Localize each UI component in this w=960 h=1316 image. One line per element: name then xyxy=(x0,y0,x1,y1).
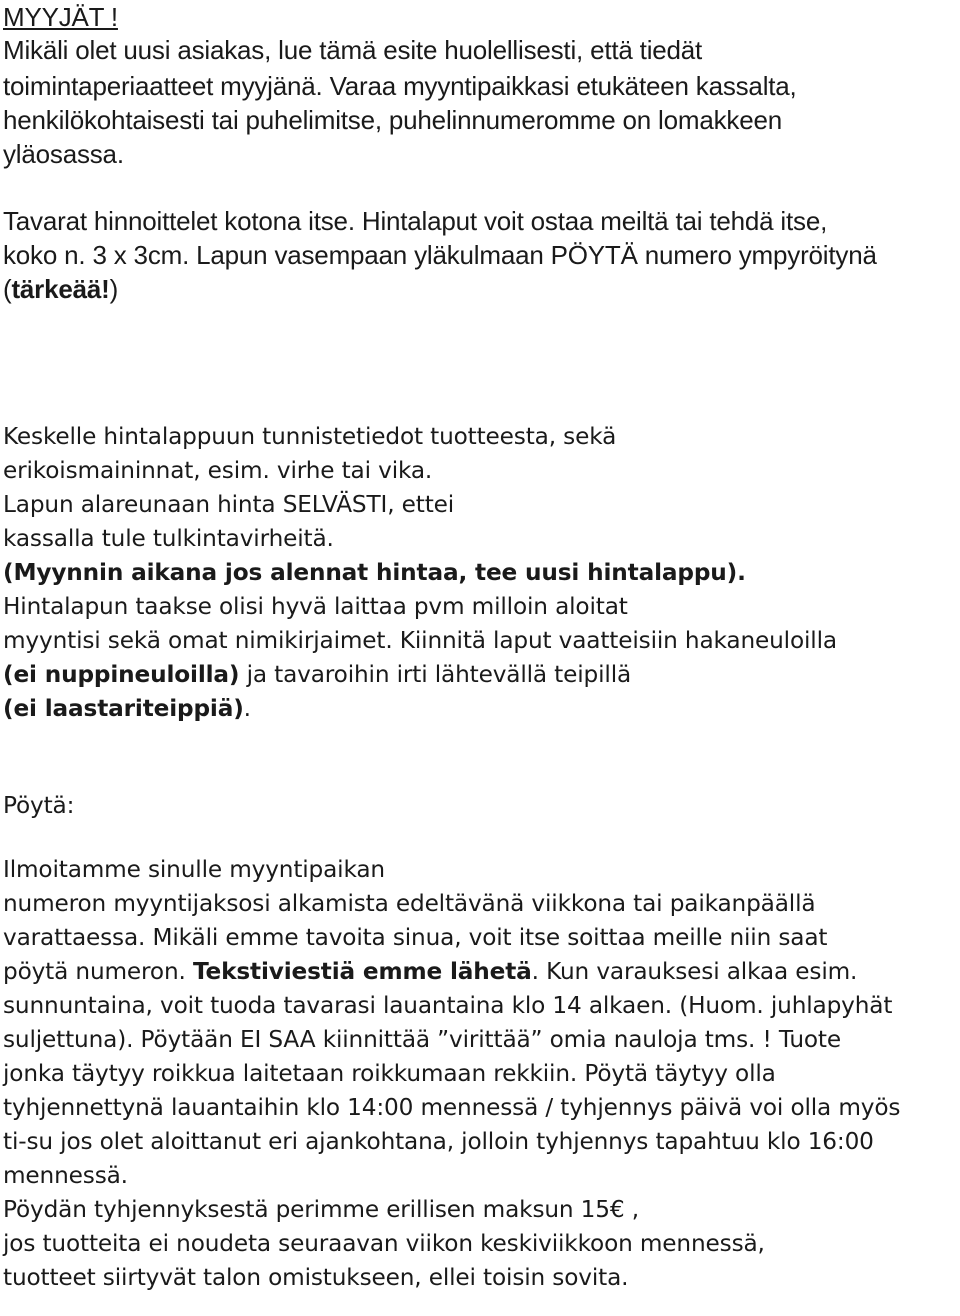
table-line: mennessä. xyxy=(3,1162,128,1189)
pricing-line: Tavarat hinnoittelet kotona itse. Hintalaput voit ostaa meiltä tai tehdä itse, xyxy=(3,206,828,236)
table-heading: Pöytä: xyxy=(3,792,75,819)
period: . xyxy=(243,695,251,722)
intro-line: henkilökohtaisesti tai puhelimitse, puhelinnumeromme on lomakkeen xyxy=(3,105,782,135)
table-line: numeron myyntijaksosi alkamista edeltävänä viikkona tai paikanpäällä xyxy=(3,890,816,917)
intro-paragraph xyxy=(3,33,958,171)
table-line: Ilmoitamme sinulle myyntipaikan xyxy=(3,856,385,883)
label-info-line: Lapun alareunaan hinta SELVÄSTI, ettei xyxy=(3,491,455,518)
document-page xyxy=(3,2,958,1295)
table-line: suljettuna). Pöytään EI SAA kiinnittää ”virittää” omia nauloja tms. ! Tuote xyxy=(3,1026,841,1053)
intro-line: Mikäli olet uusi asiakas, lue tämä esite huolellisesti, että tiedät xyxy=(3,35,703,65)
pricing-line xyxy=(3,272,958,306)
table-line-part: pöytä numeron. xyxy=(3,958,193,985)
label-info-paragraph xyxy=(3,420,958,726)
intro-line: toimintaperiaatteet myyjänä. Varaa myyntipaikkasi etukäteen kassalta, xyxy=(3,71,797,101)
no-pins-note: (ei nuppineuloilla) xyxy=(3,661,240,688)
table-line: tyhjennettynä lauantaihin klo 14:00 mennessä / tyhjennys päivä voi olla myös xyxy=(3,1094,901,1121)
intro-line: yläosassa. xyxy=(3,139,124,169)
label-info-line: kassalla tule tulkintavirheitä. xyxy=(3,525,334,552)
no-sms-note: Tekstiviestiä emme lähetä xyxy=(192,958,532,985)
spacer xyxy=(3,306,958,420)
label-info-line xyxy=(3,658,958,692)
table-line: varattaessa. Mikäli emme tavoita sinua, voit itse soittaa meille niin saat xyxy=(3,924,828,951)
spacer xyxy=(3,171,958,204)
label-info-line: erikoismaininnat, esim. virhe tai vika. xyxy=(3,457,433,484)
spacer xyxy=(3,823,958,853)
table-paragraph xyxy=(3,853,958,1295)
discount-note: (Myynnin aikana jos alennat hintaa, tee uusi hintalappu). xyxy=(3,559,746,586)
spacer xyxy=(3,726,958,789)
label-info-line: Hintalapun taakse olisi hyvä laittaa pvm milloin aloitat xyxy=(3,593,628,620)
pricing-paren-close: ) xyxy=(109,274,119,304)
table-line: ti-su jos olet aloittanut eri ajankohtana, jolloin tyhjennys tapahtuu klo 16:00 xyxy=(3,1128,874,1155)
pricing-paragraph xyxy=(3,204,958,306)
fee-line: Pöydän tyhjennyksestä perimme erillisen maksun 15€ , xyxy=(3,1196,639,1223)
table-line xyxy=(3,955,958,989)
pricing-paren-open: ( xyxy=(3,274,12,304)
label-info-line xyxy=(3,692,958,726)
table-line: sunnuntaina, voit tuoda tavarasi lauantaina klo 14 alkaen. (Huom. juhlapyhät xyxy=(3,992,893,1019)
pricing-line: koko n. 3 x 3cm. Lapun vasempaan yläkulmaan PÖYTÄ numero ympyröitynä xyxy=(3,240,877,270)
pricing-important: tärkeää! xyxy=(11,274,110,304)
no-plaster-note: (ei laastariteippiä) xyxy=(3,695,244,722)
table-line: jonka täytyy roikkua laitetaan roikkumaan rekkiin. Pöytä täytyy olla xyxy=(3,1060,776,1087)
label-info-line: Keskelle hintalappuun tunnistetiedot tuotteesta, sekä xyxy=(3,423,617,450)
table-line: jos tuotteita ei noudeta seuraavan viikon keskiviikkoon mennessä, xyxy=(3,1230,765,1257)
table-line: tuotteet siirtyvät talon omistukseen, ellei toisin sovita. xyxy=(3,1264,629,1291)
label-info-line: myyntisi sekä omat nimikirjaimet. Kiinnitä laput vaatteisiin hakaneuloilla xyxy=(3,627,837,654)
tape-note: ja tavaroihin irti lähtevällä teipillä xyxy=(239,661,632,688)
page-title: MYYJÄT ! xyxy=(3,2,118,32)
table-line-part: . Kun varauksesi alkaa esim. xyxy=(531,958,858,985)
